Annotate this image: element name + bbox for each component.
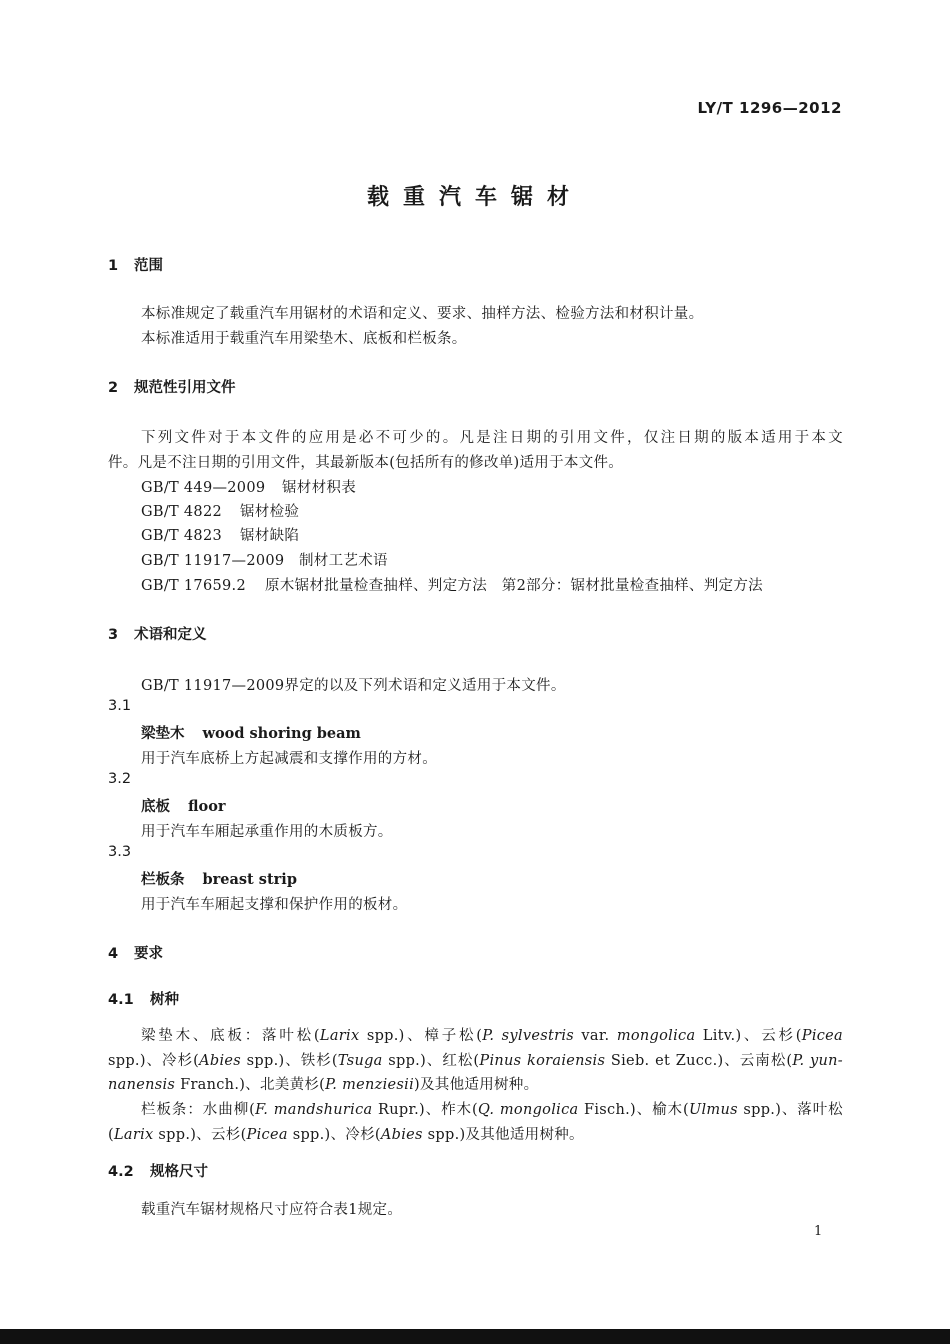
reference-code: GB/T 17659.2 xyxy=(141,578,246,594)
scope-paragraph-2: 本标准适用于载重汽车用梁垫木、底板和栏板条。 xyxy=(141,331,467,347)
term-en: floor xyxy=(188,798,226,815)
latin-name: P. sylvestris xyxy=(482,1028,575,1044)
section-3-heading xyxy=(108,623,207,644)
subsection-4-2-heading xyxy=(108,1160,208,1181)
scope-paragraph-1: 本标准规定了载重汽车用锯材的术语和定义、要求、抽样方法、检验方法和材积计量。 xyxy=(141,306,704,322)
section-title: 规范性引用文件 xyxy=(134,380,236,396)
text-run: spp.)、红松( xyxy=(382,1053,480,1069)
reference-item xyxy=(141,476,356,497)
latin-name: F. mandshurica xyxy=(255,1102,373,1118)
reference-item xyxy=(141,574,763,595)
latin-name: Abies xyxy=(380,1127,423,1143)
section-1-heading xyxy=(108,254,163,275)
standard-code: LY/T 1296—2012 xyxy=(697,99,842,117)
section-number: 2 xyxy=(108,380,119,396)
latin-name: Picea xyxy=(801,1028,844,1044)
term-en: breast strip xyxy=(202,871,297,888)
text-run: spp.)、冷杉( xyxy=(108,1053,200,1069)
section-number: 3 xyxy=(108,627,119,643)
species-text xyxy=(141,1098,843,1119)
section-title: 术语和定义 xyxy=(134,627,207,643)
section-2-heading xyxy=(108,376,236,397)
references-intro-line-2: 件。凡是不注日期的引用文件，其最新版本(包括所有的修改单)适用于本文件。 xyxy=(108,455,624,471)
reference-item xyxy=(141,524,299,545)
reference-title: 锯材缺陷 xyxy=(240,528,300,544)
term-zh: 梁垫木 xyxy=(141,725,185,742)
latin-name: P. menziesii xyxy=(325,1077,415,1093)
subsection-title: 规格尺寸 xyxy=(150,1164,208,1180)
text-run: spp.)、冷杉( xyxy=(287,1127,381,1143)
terms-intro: GB/T 11917—2009界定的以及下列术语和定义适用于本文件。 xyxy=(141,678,566,694)
species-line-5 xyxy=(108,1123,584,1144)
text-run: spp.)、落叶松 xyxy=(737,1102,843,1118)
term-heading xyxy=(141,795,226,816)
text-run: Fisch.)、榆木( xyxy=(578,1102,689,1118)
term-heading xyxy=(141,868,297,889)
term-zh: 底板 xyxy=(141,798,170,815)
subsection-number: 4.2 xyxy=(108,1164,134,1180)
latin-name: Larix xyxy=(113,1127,154,1143)
text-run: 梁垫木、底板：落叶松( xyxy=(141,1028,320,1044)
term-number: 3.3 xyxy=(108,844,132,860)
references-intro-line-1 xyxy=(141,426,843,447)
latin-name: Tsuga xyxy=(337,1053,383,1069)
text-run: spp.)、樟子松( xyxy=(359,1028,483,1044)
text-run: Sieb. et Zucc.)、云南松( xyxy=(605,1053,793,1069)
reference-item xyxy=(141,500,299,521)
latin-name: Pinus koraiensis xyxy=(479,1053,606,1069)
text-run: Franch.)、北美黄杉( xyxy=(175,1077,326,1093)
reference-title: 原木锯材批量检查抽样、判定方法 第2部分：锯材批量检查抽样、判定方法 xyxy=(265,578,763,594)
species-line-2 xyxy=(108,1049,843,1070)
text-run: Litv.)、云杉( xyxy=(695,1028,802,1044)
latin-name: Ulmus xyxy=(688,1102,738,1118)
term-zh: 栏板条 xyxy=(141,871,185,888)
term-en: wood shoring beam xyxy=(202,725,361,742)
reference-title: 锯材检验 xyxy=(240,504,300,520)
section-title: 要求 xyxy=(134,946,163,962)
latin-name: nanensis xyxy=(108,1077,176,1093)
latin-name: Abies xyxy=(199,1053,242,1069)
text-run: Rupr.)、柞木( xyxy=(372,1102,478,1118)
intro-text: 下列文件对于本文件的应用是必不可少的。凡是注日期的引用文件，仅注日期的版本适用于本文 xyxy=(141,430,843,446)
page-number: 1 xyxy=(814,1224,823,1239)
latin-name: Picea xyxy=(246,1127,288,1143)
species-line-3 xyxy=(108,1073,538,1094)
text-run: spp.)、铁杉( xyxy=(241,1053,338,1069)
reference-title: 制材工艺术语 xyxy=(299,553,388,569)
term-number: 3.1 xyxy=(108,698,132,714)
species-text xyxy=(141,1024,843,1045)
latin-name: Larix xyxy=(319,1028,360,1044)
term-number: 3.2 xyxy=(108,771,132,787)
text-run: var. xyxy=(574,1028,617,1044)
dimensions-paragraph: 载重汽车锯材规格尺寸应符合表1规定。 xyxy=(141,1202,403,1218)
latin-name: Q. mongolica xyxy=(477,1102,579,1118)
text-run: ( xyxy=(108,1127,114,1143)
species-line-1 xyxy=(141,1024,843,1045)
latin-name: mongolica xyxy=(616,1028,696,1044)
reference-code: GB/T 449—2009 xyxy=(141,480,266,496)
section-title: 范围 xyxy=(134,258,163,274)
subsection-title: 树种 xyxy=(150,992,179,1008)
text-run: )及其他适用树种。 xyxy=(414,1077,539,1093)
text-run: spp.)、云杉( xyxy=(153,1127,247,1143)
latin-name: P. yun- xyxy=(792,1053,843,1069)
reference-code: GB/T 4822 xyxy=(141,504,223,520)
term-definition: 用于汽车底桥上方起减震和支撑作用的方材。 xyxy=(141,751,437,767)
bottom-border xyxy=(0,1329,950,1344)
reference-code: GB/T 11917—2009 xyxy=(141,553,285,569)
reference-title: 锯材材积表 xyxy=(282,480,356,496)
term-heading xyxy=(141,722,361,743)
reference-item xyxy=(141,549,388,570)
document-title: 载重汽车锯材 xyxy=(366,185,583,210)
species-text xyxy=(108,1049,843,1070)
term-definition: 用于汽车车厢起承重作用的木质板方。 xyxy=(141,824,393,840)
term-definition: 用于汽车车厢起支撑和保护作用的板材。 xyxy=(141,897,408,913)
section-4-heading xyxy=(108,942,163,963)
subsection-4-1-heading xyxy=(108,988,179,1009)
text-run: 栏板条：水曲柳( xyxy=(141,1102,256,1118)
section-number: 4 xyxy=(108,946,119,962)
reference-code: GB/T 4823 xyxy=(141,528,223,544)
section-number: 1 xyxy=(108,258,119,274)
species-line-4 xyxy=(141,1098,843,1119)
subsection-number: 4.1 xyxy=(108,992,134,1008)
text-run: spp.)及其他适用树种。 xyxy=(422,1127,584,1143)
